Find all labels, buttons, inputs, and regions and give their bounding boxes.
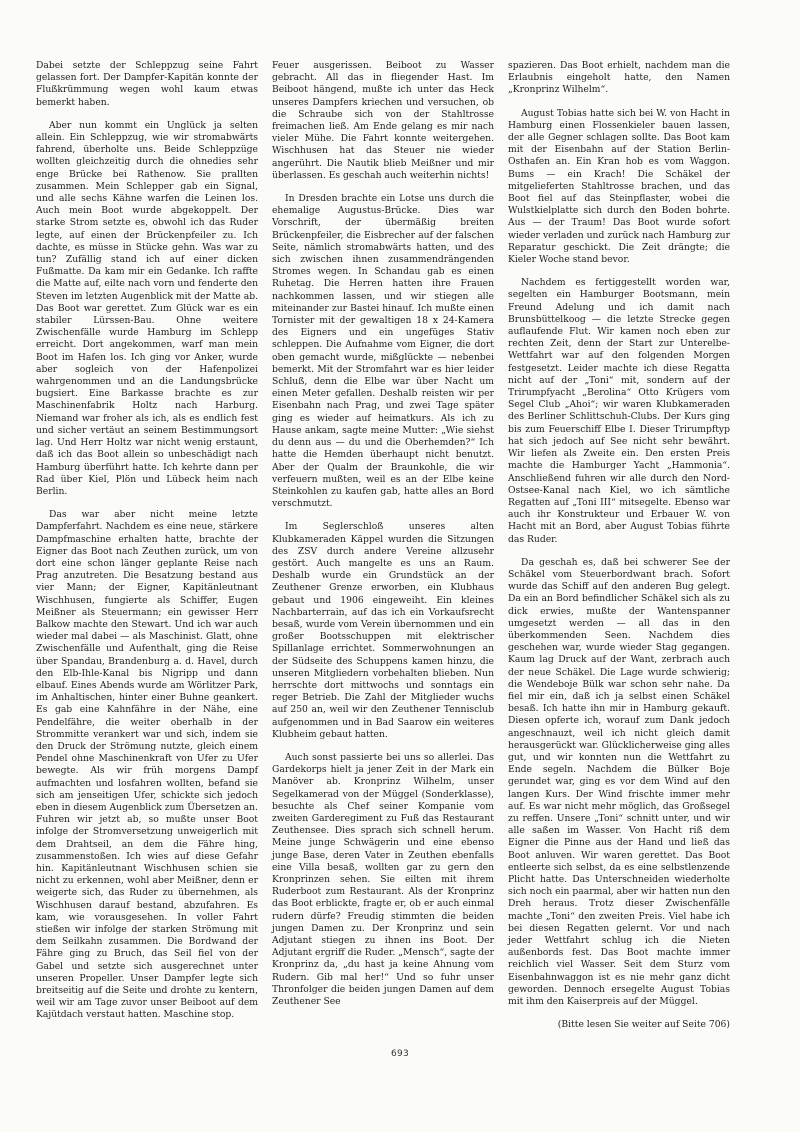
text-column-right [508, 60, 730, 1031]
page-number: 693 [390, 1049, 410, 1059]
paragraph: Nachdem es fertiggestellt worden war, segelten ein Hamburger Bootsmann, mein Freund Adelung und ich damit nach Brunsbüttelkoog — die letzte Strecke gegen auflaufende Flut. Wir kamen noch eben zur rechten Zeit, denn der Start zur Unterelbe-Wettfahrt war auf den folgenden Morgen festgesetzt. Leider machte ich diese Regatta nicht auf der „Toni“ mit, sondern auf der Trirumpfyacht „Berolina“ Otto Krügers vom Segel Club „Ahoi“; wir waren Klubkameraden des Berliner Schlittschuh-Clubs. Der Kurs ging bis zum Feuerschiff Elbe I. Dieser Trirumpftyp hat sich jedoch auf See nicht sehr bewährt. Wir liefen als Zweite ein. Den ersten Preis machte die Hamburger Yacht „Hammonia“. Anschließend fuhren wir alle durch den Nord-Ostsee-Kanal nach Kiel, wo ich sämtliche Regatten auf „Toni III“ mitsegelte. Ebenso war auch ihr Konstrukteur und Erbauer W. von Hacht mit an Bord, aber August Tobias führte das Ruder. [508, 277, 730, 545]
paragraph: Auch sonst passierte bei uns so allerlei. Das Gardekorps hielt ja jener Zeit in der Mark ein Manöver ab. Kronprinz Wilhelm, unser Segelkamerad von der Müggel (Sonderklasse), besuchte als Chef seiner Kompanie vom zweiten Garderegiment zu Fuß das Restaurant Zeuthensee. Dies sprach sich schnell herum. Meine junge Schwägerin und eine ebenso junge Base, deren Vater in Zeuthen ebenfalls eine Villa besaß, wollten gar zu gern den Kronprinzen sehen. Sie eilten mit ihrem Ruderboot zum Restaurant. Als der Kronprinz das Boot erblickte, fragte er, ob er auch einmal rudern dürfe? Freudig stimmten die beiden jungen Damen zu. Der Kronprinz und sein Adjutant stiegen zu ihnen ins Boot. Der Adjutant ergriff die Ruder. „Mensch“, sagte der Kronprinz da, „du hast ja keine Ahnung vom Rudern. Gib mal her!“ Und so fuhr unser Thronfolger die beiden jungen Damen auf dem Zeuthener See [272, 751, 494, 1008]
continuation-note: (Bitte lesen Sie weiter auf Seite 706) [557, 1019, 730, 1031]
paragraph: August Tobias hatte sich bei W. von Hacht in Hamburg einen Flossenkieler bauen lassen, der alle Gegner schlagen sollte. Das Boot kam mit der Eisenbahn auf der Station Berlin-Osthafen an. Ein Kran hob es vom Waggon. Bums — ein Krach! Die Schäkel der mitgelieferten Stahltrosse brachen, und das Boot fiel auf das Steinpflaster, wobei die Wulstkielplatte sich durch den Boden bohrte. Aus — der Traum! Das Boot wurde sofort wieder verladen und zurück nach Hamburg zur Reparatur geschickt. Die Zeit drängte; die Kieler Woche stand bevor. [508, 107, 730, 266]
paragraph: Aber nun kommt ein Unglück ja selten allein. Ein Schleppzug, wie wir stromabwärts fahrend, überholte uns. Beide Schleppzüge wollten gleichzeitig durch die ohnedies sehr enge Brücke bei Rathenow. Sie prallten zusammen. Mein Schlepper gab ein Signal, und alle sechs Kähne warfen die Leinen los. Auch mein Boot wurde abgekoppelt. Der starke Strom setzte es, obwohl ich das Ruder legte, auf einen der Brückenpfeiler zu. Ich dachte, es müsse in Stücke gehn. Was war zu tun? Zufällig stand ich auf einer dicken Fußmatte. Da kam mir ein Gedanke. Ich raffte die Matte auf, eilte nach vorn und fenderte den Steven im letzten Augenblick mit der Matte ab. Das Boot war gerettet. Zum Glück war es ein stabiler Lürssen-Bau. Ohne weitere Zwischenfälle wurde Hamburg im Schlepp erreicht. Dort angekommen, warf man mein Boot im Hafen los. Ich ging vor Anker, wurde aber sogleich von der Hafenpolizei wahrgenommen und an die Landungsbrücke bugsiert. Eine Barkasse brachte es zur Maschinenfabrik Holtz nach Harburg. Niemand war froher als ich, als es endlich fest und sicher vertäut an seinem Bestimmungsort lag. Und Herr Holtz war nicht wenig erstaunt, daß ich das Boot allein so unbeschädigt nach Hamburg überführt hatte. Ich kehrte dann per Rad über Kiel, Plön und Lübeck heim nach Berlin. [36, 119, 258, 497]
paragraph: Im Seglerschloß unseres alten Klubkameraden Käppel wurden die Sitzungen des ZSV durch andere Vereine allzusehr gestört. Auch mangelte es uns an Raum. Deshalb wurde ein Grundstück an der Zeuthener Grenze erworben, ein Klubhaus gebaut und 1906 eingeweiht. Ein kleines Nachbarterrain, auf das ich ein Vorkaufsrecht besaß, wurde vom Verein übernommen und ein großer Bootsschuppen mit elektrischer Spillanlage errichtet. Sommerwohnungen an der Südseite des Schuppens kamen hinzu, die unseren Mitgliedern vorbehalten blieben. Nun herrschte dort mittwochs und sonntags ein reger Betrieb. Die Zahl der Mitglieder wuchs auf 250 an, weil wir den Zeuthener Tennisclub aufgenommen und in Bad Saarow ein weiteres Klubheim gebaut hatten. [272, 521, 494, 740]
paragraph: Dabei setzte der Schleppzug seine Fahrt gelassen fort. Der Dampfer-Kapitän konnte der Flußkrümmung wegen wohl kaum etwas bemerkt haben. [36, 60, 258, 108]
text-column-middle [272, 60, 494, 1008]
paragraph: In Dresden brachte ein Lotse uns durch die ehemalige Augustus-Brücke. Dies war Vorschrift, der übermäßig breiten Brückenpfeiler, die Eisbrecher auf der falschen Seite, nämlich stromabwärts hatten, und des sich zwischen ihnen zusammendrängenden Stromes wegen. In Schandau gab es einen Ruhetag. Die Herren hatten ihre Frauen nachkommen lassen, und wir stiegen alle miteinander zur Bastei hinauf. Ich mußte einen Tornister mit der gewaltigen 18 x 24-Kamera des Eigners und ein ungefüges Stativ schleppen. Die Aufnahme vom Eigner, die dort oben gemacht wurde, mißglückte — nebenbei bemerkt. Mit der Stromfahrt war es hier leider Schluß, denn die Elbe war über Nacht um einen Meter gefallen. Deshalb reisten wir per Eisenbahn nach Prag, und zwei Tage später ging es wieder auf heimatkurs. Als ich zu Hause ankam, sagte meine Mutter: „Wie siehst du denn aus — du und die Oberhemden?“ Ich hatte die Hemden überhaupt nicht benutzt. Aber der Qualm der Braunkohle, die wir verfeuern mußten, weil es an der Elbe keine Steinkohlen zu kaufen gab, hatte alles an Bord verschmutzt. [272, 193, 494, 510]
paragraph: Da geschah es, daß bei schwerer See der Schäkel vom Steuerbordwant brach. Sofort wurde das Schiff auf den anderen Bug gelegt. Da ein an Bord befindlicher Schäkel sich als zu dick erwies, mußte der Wantenspanner umgesetzt werden — all das in den überkommenden Seen. Nachdem dies geschehen war, wurde wieder Stag gegangen. Kaum lag Druck auf der Want, zerbrach auch der neue Schäkel. Die Lage wurde schwierig; die Wendeboje Bülk war schon sehr nahe. Da fiel mir ein, daß ich ja selbst einen Schäkel besaß. Ich hatte ihn mir in Hamburg gekauft. Diesen opferte ich, worauf zum Dank jedoch angeschnauzt, weil ich nicht gleich damit herausgerückt war. Glücklicherweise ging alles gut, und wir konnten nun die Wettfahrt zu Ende segeln. Nachdem die Bülker Boje gerundet war, ging es vor dem Wind auf den langen Kurs. Der Wind frischte immer mehr auf. Es war nicht mehr möglich, das Großsegel zu reffen. Unsere „Toni“ schnitt unter, und wir alle saßen im Wasser. Von Hacht riß dem Eigner die Pinne aus der Hand und ließ das Boot anluven. Wir waren gerettet. Das Boot entleerte sich selbst, da es eine selbstlenzende Plicht hatte. Das Unterschneiden wiederholte sich noch ein paarmal, aber wir hatten nun den Dreh heraus. Trotz dieser Zwischenfälle machte „Toni“ den zweiten Preis. Viel habe ich bei diesen Regatten gelernt. Vor und nach jeder Wettfahrt schlug ich die Nieten außenbords fest. Das Boot machte immer reichlich viel Wasser. Seit dem Sturz vom Eisenbahnwaggon ist es nie mehr ganz dicht geworden. Dennoch ersegelte August Tobias mit ihm den Kaiserpreis auf der Müggel. [508, 556, 730, 1008]
paragraph: Feuer ausgerissen. Beiboot zu Wasser gebracht. All das in fliegender Hast. Im Beiboot hängend, mußte ich unter das Heck unseres Dampfers kriechen und versuchen, ob die Schraube sich von der Stahltrosse freimachen ließ. Am Ende gelang es mir nach vieler Mühe. Die Fahrt konnte weitergehen. Wischhusen hat das Steuer nie wieder angerührt. Die Nautik blieb Meißner und mir überlassen. Es geschah auch weiterhin nichts! [272, 60, 494, 181]
text-column-left [36, 60, 258, 1022]
paragraph: Das war aber nicht meine letzte Dampferfahrt. Nachdem es eine neue, stärkere Dampfmaschine erhalten hatte, brachte der Eigner das Boot nach Zeuthen zurück, um von dort eine schon länger geplante Reise nach Prag anzutreten. Die Besatzung bestand aus vier Mann; der Eigner, Kapitänleutnant Wischhusen, fungierte als Schiffer, Eugen Meißner als Steuermann; ein gewisser Herr Balkow machte den Stewart. Und ich war auch wieder mal dabei — als Maschinist. Glatt, ohne Zwischenfälle und Aufenthalt, ging die Reise über Spandau, Brandenburg a. d. Havel, durch den Elb-Ihle-Kanal bis Nigripp und dann elbauf. Eines Abends wurde am Wörlitzer Park, im Anhaltischen, hinter einer Buhne geankert. Es gab eine Kahnfähre in der Nähe, eine Pendelfähre, die weiter oberhalb in der Strommitte verankert war und sich, indem sie den Druck der Strömung nutzte, gleich einem Pendel ohne Maschinenkraft von Ufer zu Ufer bewegte. Als wir früh morgens Dampf aufmachten und losfahren wollten, befand sie sich am jenseitigen Ufer, schickte sich jedoch eben in diesem Augenblick zum Übersetzen an. Fuhren wir jetzt ab, so mußte unser Boot infolge der Stromversetzung unweigerlich mit dem Drahtseil, an dem die Fähre hing, zusammenstoßen. Ich wies auf diese Gefahr hin. Kapitänleutnant Wischhusen schien sie nicht zu erkennen, wohl aber Meißner, denn er weigerte sich, das Ruder zu übernehmen, als Wischhusen darauf bestand, abzufahren. Es kam, wie vorausgesehen. In voller Fahrt stießen wir infolge der starken Strömung mit dem Seilkahn zusammen. Die Bordwand der Fähre ging zu Bruch, das Seil fiel von der Gabel und setzte sich ausgerechnet unter unseren Propeller. Unser Dampfer legte sich breitseitig auf die Seite und drohte zu kentern, weil wir am Tage zuvor unser Beiboot auf dem Kajütdach verstaut hatten. Maschine stop. [36, 509, 258, 1021]
paragraph: spazieren. Das Boot erhielt, nachdem man die Erlaubnis eingeholt hatte, den Namen „Kronprinz Wilhelm“. [508, 60, 730, 96]
